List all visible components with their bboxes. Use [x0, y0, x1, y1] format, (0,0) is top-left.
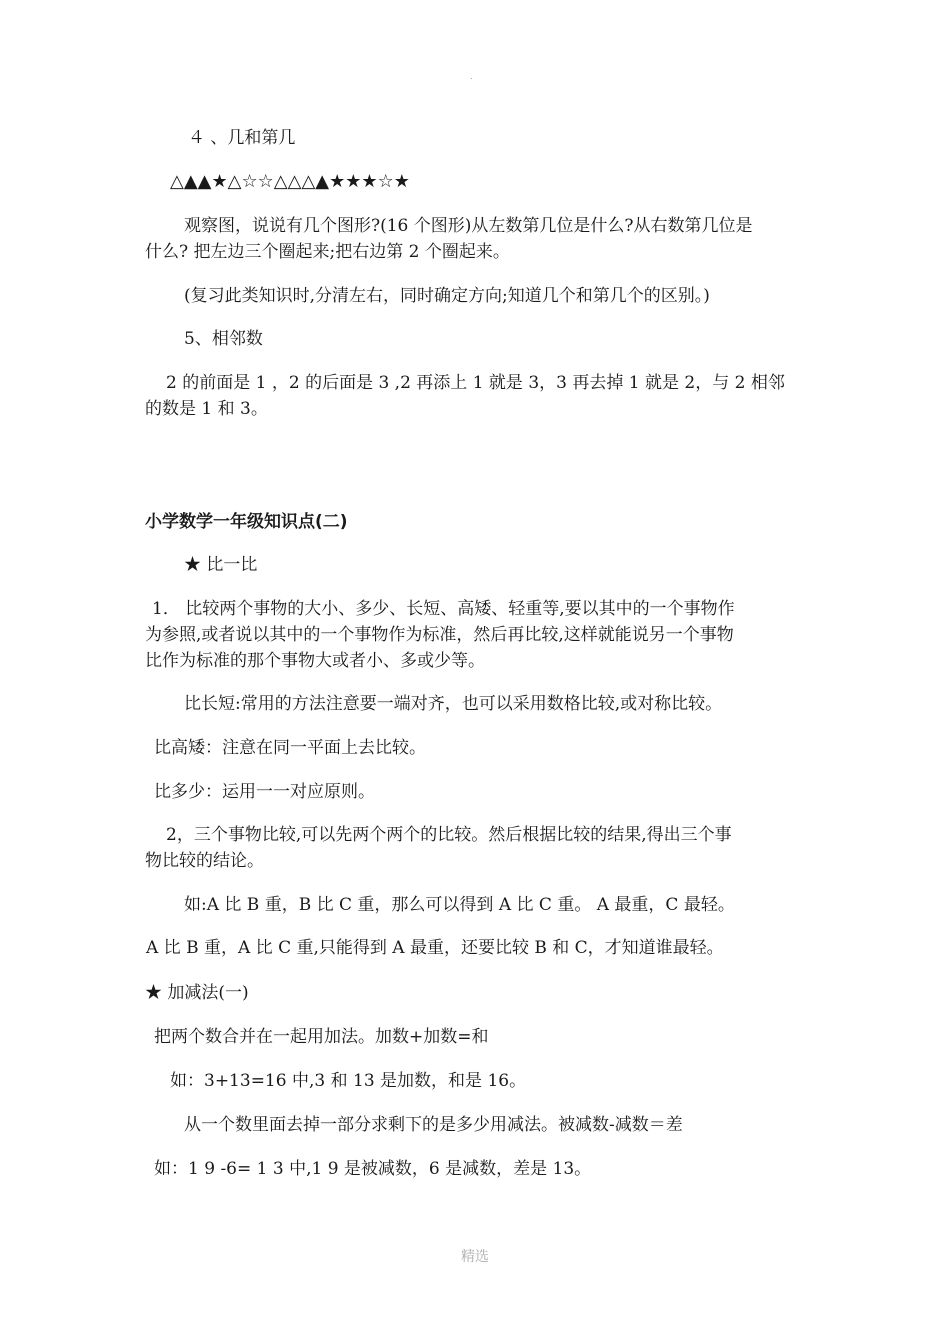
text-line: 什么? 把左边三个圈起来;把右边第 2 个圈起来。 [145, 242, 510, 262]
text-line: ★ 比一比 [184, 555, 258, 575]
text-line: 2，三个事物比较,可以先两个两个的比较。然后根据比较的结果,得出三个事 [166, 825, 732, 845]
text-line: 如：3+13=16 中,3 和 13 是加数，和是 16。 [170, 1071, 527, 1091]
shape-sequence: △▲▲★△☆☆△△△▲★★★☆★ [170, 171, 410, 192]
text-line: 观察图，说说有几个图形?(16 个图形)从左数第几位是什么?从右数第几位是 [184, 216, 753, 236]
text-line: 比长短:常用的方法注意要一端对齐，也可以采用数格比较,或对称比较。 [184, 694, 723, 714]
text-line: ４ 、几和第几 [188, 128, 296, 148]
text-line: 如:A 比 B 重，B 比 C 重，那么可以得到 A 比 C 重。 A 最重，C 最轻。 [184, 895, 735, 915]
text-line: 的数是 1 和 3。 [145, 399, 268, 419]
text-line: 物比较的结论。 [145, 851, 264, 871]
text-line: 从一个数里面去掉一部分求剩下的是多少用减法。被减数-减数＝差 [184, 1115, 683, 1135]
text-line: 为参照,或者说以其中的一个事物作为标准，然后再比较,这样就能说另一个事物 [145, 625, 734, 645]
text-line: A 比 B 重，A 比 C 重,只能得到 A 最重，还要比较 B 和 C，才知道谁最轻。 [146, 938, 724, 958]
text-line: ★ 加减法(一) [145, 983, 249, 1003]
text-line: (复习此类知识时,分清左右，同时确定方向;知道几个和第几个的区别。) [184, 286, 710, 306]
header-mark: . [470, 72, 473, 81]
text-line: 1． 比较两个事物的大小、多少、长短、高矮、轻重等,要以其中的一个事物作 [152, 599, 735, 619]
text-line: 比多少：运用一一对应原则。 [154, 782, 375, 802]
section-heading: 小学数学一年级知识点(二) [145, 512, 348, 532]
text-line: 比高矮：注意在同一平面上去比较。 [154, 738, 426, 758]
footer-text: 精选 [461, 1249, 489, 1265]
text-line: 5、相邻数 [184, 329, 263, 349]
text-line: 如：1 9 -6= 1 3 中,1 9 是被减数，6 是减数，差是 13。 [154, 1159, 592, 1179]
text-line: 把两个数合并在一起用加法。加数+加数=和 [154, 1027, 489, 1047]
text-line: 2 的前面是 1 ，2 的后面是 3 ,2 再添上 1 就是 3，3 再去掉 1 就是 2，与 2 相邻 [166, 373, 785, 393]
text-line: 比作为标准的那个事物大或者小、多或少等。 [145, 651, 485, 671]
